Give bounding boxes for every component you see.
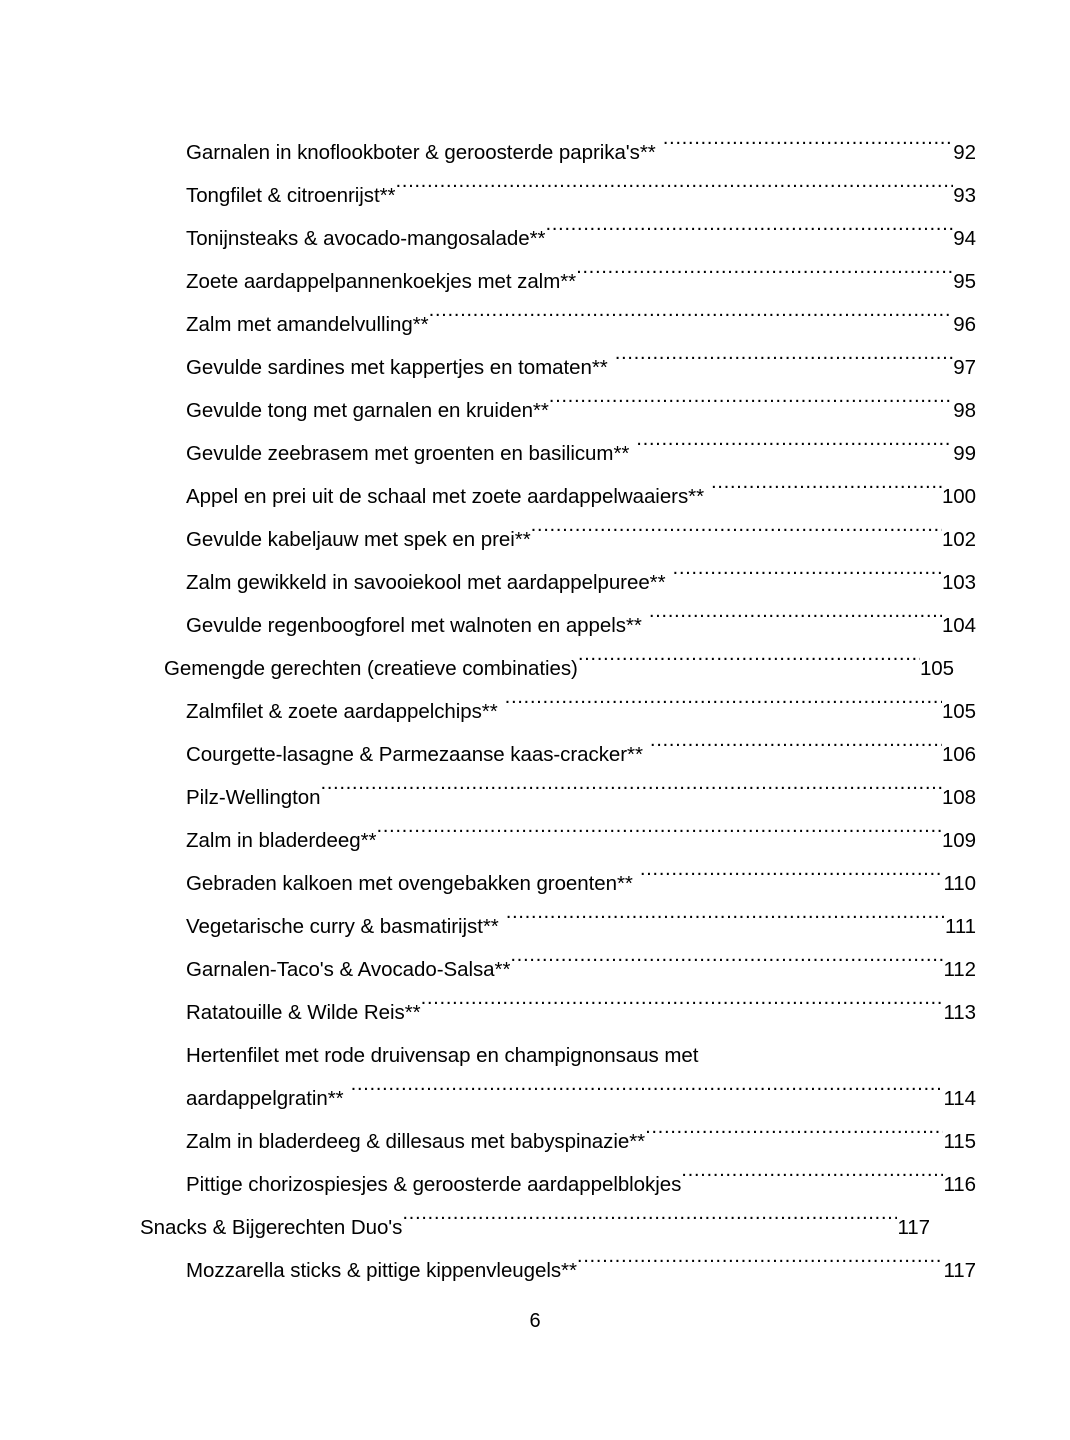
- toc-entry[interactable]: [140, 432, 976, 475]
- toc-entry[interactable]: [140, 948, 976, 991]
- toc-leader-dots: [663, 139, 954, 160]
- toc-entry-title-line-2: aardappelgratin**: [186, 1087, 344, 1110]
- toc-leader-dots: [396, 182, 954, 203]
- toc-entry-title: Ratatouille & Wilde Reis**: [186, 1001, 421, 1024]
- toc-entry-title: Appel en prei uit de schaal met zoete aardappelwaaiers**: [186, 485, 704, 508]
- toc-entry-title: Garnalen in knoflookboter & geroosterde paprika's**: [186, 141, 656, 164]
- toc-entry-title: Gevulde regenboogforel met walnoten en appels**: [186, 614, 642, 637]
- toc-entry[interactable]: [140, 690, 976, 733]
- toc-entry-title: Gevulde zeebrasem met groenten en basilicum**: [186, 442, 630, 465]
- toc-entry-page-number: 100: [941, 485, 976, 508]
- toc-entry-page-number: 92: [953, 141, 976, 164]
- toc-entry-title: Vegetarische curry & basmatirijst**: [186, 915, 499, 938]
- toc-entry[interactable]: [140, 518, 976, 561]
- toc-entry[interactable]: [140, 217, 976, 260]
- toc-entry[interactable]: [140, 131, 976, 174]
- toc-leader-dots: [545, 225, 953, 246]
- toc-entry[interactable]: [140, 1206, 930, 1249]
- toc-leader-dots: [681, 1171, 943, 1192]
- toc-leader-dots: [549, 397, 954, 418]
- toc-entry[interactable]: [140, 1120, 976, 1163]
- toc-entry-title: Zalm met amandelvulling**: [186, 313, 429, 336]
- toc-leader-dots: [711, 483, 942, 504]
- toc-leader-dots: [615, 354, 954, 375]
- toc-entry-title: Zalmfilet & zoete aardappelchips**: [186, 700, 498, 723]
- toc-entry-page-number: 113: [943, 1001, 976, 1024]
- toc-leader-dots: [645, 1128, 943, 1149]
- toc-entry[interactable]: [140, 1034, 976, 1120]
- toc-entry-page-number: 94: [953, 227, 976, 250]
- toc-entry-title: Zoete aardappelpannenkoekjes met zalm**: [186, 270, 577, 293]
- toc-entry-page-number: 98: [953, 399, 976, 422]
- toc-entry-page-number: 99: [953, 442, 976, 465]
- toc-entry-page-number: 105: [941, 700, 976, 723]
- toc-entry[interactable]: [140, 475, 976, 518]
- toc-entry-page-number: 106: [941, 743, 976, 766]
- toc-entry-page-number: 115: [943, 1130, 976, 1153]
- toc-leader-dots: [640, 870, 944, 891]
- toc-entry-title: Zalm gewikkeld in savooiekool met aardappelpuree**: [186, 571, 666, 594]
- toc-leader-dots: [510, 956, 943, 977]
- toc-entry-title: Pittige chorizospiesjes & geroosterde aardappelblokjes: [186, 1173, 682, 1196]
- toc-entry[interactable]: [140, 1249, 976, 1292]
- toc-entry[interactable]: [140, 604, 976, 647]
- toc-leader-dots: [636, 440, 953, 461]
- toc-entry-page-number: 111: [944, 915, 976, 938]
- toc-entry-page-number: 93: [953, 184, 976, 207]
- toc-entry[interactable]: [140, 647, 954, 690]
- toc-leader-dots: [673, 569, 942, 590]
- table-of-contents-list: [140, 131, 976, 1292]
- toc-entry-page-number: 110: [943, 872, 976, 895]
- toc-leader-dots: [577, 1257, 944, 1278]
- toc-entry[interactable]: [140, 862, 976, 905]
- toc-entry-page-number: 103: [941, 571, 976, 594]
- toc-entry-page-number: 102: [941, 528, 976, 551]
- toc-entry[interactable]: [140, 733, 976, 776]
- toc-entry[interactable]: [140, 561, 976, 604]
- toc-leader-dots: [351, 1085, 944, 1106]
- toc-entry-title: Garnalen-Taco's & Avocado-Salsa**: [186, 958, 511, 981]
- toc-entry[interactable]: [140, 389, 976, 432]
- toc-entry-title: Gevulde tong met garnalen en kruiden**: [186, 399, 549, 422]
- toc-entry[interactable]: [140, 260, 976, 303]
- toc-entry-title: Zalm in bladerdeeg**: [186, 829, 377, 852]
- toc-entry-page-number: 96: [953, 313, 976, 336]
- toc-entry-page-number: 108: [941, 786, 976, 809]
- toc-entry-title: Gebraden kalkoen met ovengebakken groenten**: [186, 872, 633, 895]
- toc-entry-page-number: 116: [943, 1173, 976, 1196]
- toc-leader-dots: [421, 999, 944, 1020]
- footer-page-number: 6: [529, 1310, 541, 1332]
- toc-leader-dots: [506, 913, 945, 934]
- toc-leader-dots: [505, 698, 942, 719]
- toc-leader-dots: [429, 311, 954, 332]
- toc-entry-page-number: 104: [941, 614, 976, 637]
- toc-leader-dots: [402, 1214, 897, 1235]
- toc-entry-title: Gevulde kabeljauw met spek en prei**: [186, 528, 531, 551]
- toc-leader-dots: [376, 827, 941, 848]
- toc-entry-title: Mozzarella sticks & pittige kippenvleugels**: [186, 1259, 577, 1282]
- toc-entry-title-line-1: Hertenfilet met rode druivensap en champignonsaus met: [186, 1044, 699, 1067]
- toc-leader-dots: [576, 268, 953, 289]
- toc-entry[interactable]: [140, 819, 976, 862]
- toc-entry-title: Snacks & Bijgerechten Duo's: [140, 1216, 403, 1239]
- toc-entry-title: Tongfilet & citroenrijst**: [186, 184, 396, 207]
- toc-entry-title: Gemengde gerechten (creatieve combinaties): [164, 657, 578, 680]
- toc-entry-page-number: 105: [919, 657, 954, 680]
- toc-leader-dots: [578, 655, 920, 676]
- toc-entry[interactable]: [140, 303, 976, 346]
- toc-entry-title: Courgette-lasagne & Parmezaanse kaas-cracker**: [186, 743, 643, 766]
- toc-entry-title: Tonijnsteaks & avocado-mangosalade**: [186, 227, 546, 250]
- toc-entry-page-number: 109: [941, 829, 976, 852]
- toc-entry-page-number: 112: [943, 958, 976, 981]
- toc-entry-page-number: 97: [953, 356, 976, 379]
- toc-entry-page-number: 117: [897, 1216, 930, 1239]
- toc-entry-page-number: 114: [943, 1087, 976, 1110]
- toc-entry-page-number: 117: [943, 1259, 976, 1282]
- toc-entry[interactable]: [140, 346, 976, 389]
- toc-entry[interactable]: [140, 174, 976, 217]
- toc-entry-title: Zalm in bladerdeeg & dillesaus met babyspinazie**: [186, 1130, 646, 1153]
- toc-entry[interactable]: [140, 991, 976, 1034]
- toc-entry-page-number: 95: [953, 270, 976, 293]
- toc-entry-title: Gevulde sardines met kappertjes en tomaten**: [186, 356, 608, 379]
- toc-entry[interactable]: [140, 1163, 976, 1206]
- toc-entry-title: Pilz-Wellington: [186, 786, 321, 809]
- toc-leader-dots: [649, 612, 942, 633]
- toc-leader-dots: [650, 741, 942, 762]
- toc-entry[interactable]: [140, 776, 976, 819]
- toc-entry[interactable]: [140, 905, 976, 948]
- toc-leader-dots: [320, 784, 941, 805]
- toc-leader-dots: [531, 526, 942, 547]
